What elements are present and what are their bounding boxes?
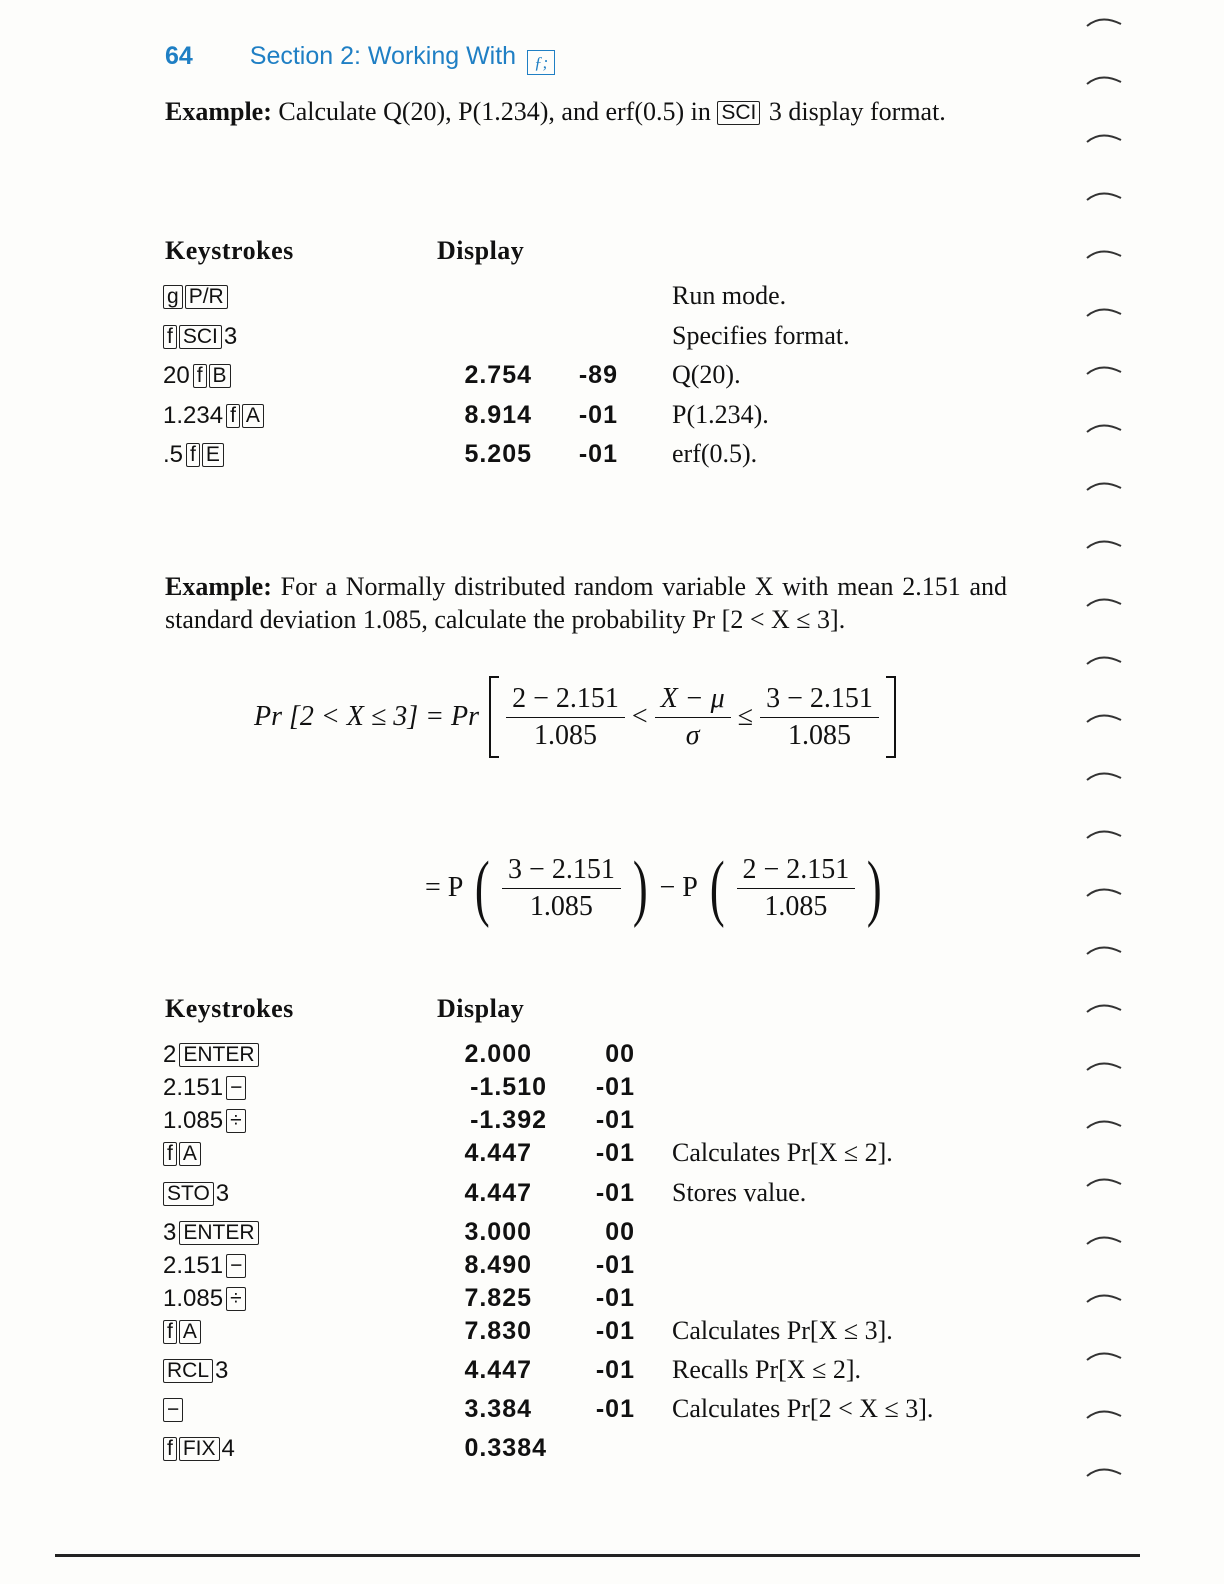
calculator-key: E: [202, 443, 224, 467]
keystroke-cell: [163, 1180, 229, 1208]
binding-coil: [1085, 1172, 1125, 1190]
keystroke-digit: 3: [223, 323, 238, 350]
binding-coil: [1085, 708, 1125, 726]
calculator-key: −: [226, 1076, 246, 1100]
calculator-key: A: [242, 404, 264, 428]
keystroke-number: 2.151: [163, 1252, 224, 1279]
keystroke-digit: 3: [215, 1357, 229, 1384]
keystroke-cell: [163, 1219, 261, 1247]
binding-coil: [1085, 1346, 1125, 1364]
keystroke-number: .5: [163, 441, 184, 468]
binding-coil: [1085, 1288, 1125, 1306]
binding-coil: [1085, 1404, 1125, 1422]
binding-coil: [1085, 650, 1125, 668]
calculator-key: SCI: [179, 325, 222, 349]
calculator-key: A: [179, 1142, 201, 1166]
calculator-key: ÷: [226, 1287, 246, 1311]
sci-key: SCI: [717, 101, 760, 125]
display-mantissa: 4.447: [464, 1356, 532, 1384]
keystroke-number: 1.085: [163, 1107, 224, 1134]
keystroke-number: 3: [163, 1219, 177, 1246]
display-exponent: -01: [595, 1179, 635, 1207]
keystroke-cell: [163, 1435, 235, 1463]
eq2-left-paren-2: (: [709, 847, 725, 929]
display-mantissa: 3.000: [464, 1218, 532, 1246]
row-comment: erf(0.5).: [672, 439, 758, 468]
keystroke-number: 1.085: [163, 1285, 224, 1312]
eq2-prefix: = P: [425, 872, 464, 903]
eq1-fraction-3: $\frac{3 - 2.151}{1.085}$: [760, 681, 879, 754]
calculator-key: ÷: [226, 1109, 246, 1133]
eq2-left-paren-1: (: [475, 847, 491, 929]
display-exponent: -01: [595, 1073, 635, 1101]
example2-label: Example:: [165, 572, 272, 601]
row-comment: Stores value.: [672, 1178, 807, 1207]
binding-coil: [1085, 998, 1125, 1016]
calculator-key: −: [163, 1398, 183, 1422]
display-mantissa: 8.490: [464, 1251, 532, 1279]
keystroke-cell: [163, 283, 230, 311]
display-mantissa: 8.914: [464, 401, 532, 429]
calculator-key: STO: [163, 1182, 214, 1206]
page-number: 64: [165, 42, 193, 70]
binding-coil: [1085, 824, 1125, 842]
keystroke-cell: [163, 1140, 203, 1168]
table2-keystrokes-heading: Keystrokes: [165, 994, 294, 1023]
keystroke-cell: [163, 402, 266, 430]
eq1-left-bracket: [489, 676, 499, 758]
equation-1: [254, 676, 896, 758]
calculator-key: f: [193, 364, 207, 388]
display-mantissa: 0.3384: [464, 1434, 547, 1462]
binding-coil: [1085, 1056, 1125, 1074]
display-exponent: -89: [578, 361, 618, 389]
row-comment: Run mode.: [672, 281, 787, 310]
display-mantissa: 2.000: [464, 1040, 532, 1068]
eq1-lhs: Pr [2 < X ≤ 3] = Pr: [254, 701, 480, 732]
row-comment: Q(20).: [672, 360, 741, 389]
calculator-key: g: [163, 285, 183, 309]
calculator-key: ENTER: [179, 1221, 258, 1245]
eq2-right-paren-1: ): [632, 847, 648, 929]
display-exponent: 00: [605, 1040, 635, 1068]
eq1-fraction-1: $\frac{2 - 2.151}{1.085}$: [506, 681, 625, 754]
eq2-fraction-1: $\frac{3 - 2.151}{1.085}$: [502, 852, 621, 925]
example2-paragraph: [165, 570, 1007, 636]
example1-text-a: Calculate Q(20), P(1.234), and erf(0.5) in: [278, 97, 711, 126]
calculator-key: −: [226, 1254, 246, 1278]
table1-display-heading: Display: [437, 236, 525, 265]
binding-coil: [1085, 476, 1125, 494]
equation-2: [425, 848, 887, 928]
binding-coil: [1085, 1230, 1125, 1248]
display-exponent: 00: [605, 1218, 635, 1246]
row-comment: Specifies format.: [672, 321, 850, 350]
calculator-key: f: [226, 404, 240, 428]
display-exponent: -01: [595, 1251, 635, 1279]
binding-coil: [1085, 12, 1125, 30]
keystroke-cell: [163, 1252, 248, 1280]
binding-coil: [1085, 302, 1125, 320]
display-mantissa: 4.447: [464, 1179, 532, 1207]
row-comment: Recalls Pr[X ≤ 2].: [672, 1355, 862, 1384]
row-comment: P(1.234).: [672, 400, 769, 429]
display-mantissa: 5.205: [464, 440, 532, 468]
table2-display-heading: Display: [437, 994, 525, 1023]
eq2-fraction-2: $\frac{2 - 2.151}{1.085}$: [737, 852, 856, 925]
display-exponent: -01: [595, 1356, 635, 1384]
eq1-op1: <: [631, 701, 648, 732]
binding-coil: [1085, 592, 1125, 610]
calculator-key: ENTER: [179, 1043, 258, 1067]
row-comment: Calculates Pr[X ≤ 3].: [672, 1316, 893, 1345]
display-exponent: -01: [595, 1284, 635, 1312]
display-exponent: -01: [595, 1139, 635, 1167]
keystroke-cell: [163, 1357, 228, 1385]
keystroke-cell: [163, 1041, 261, 1069]
page-header: [165, 42, 555, 75]
display-mantissa: 7.830: [464, 1317, 532, 1345]
keystroke-number: 1.234: [163, 402, 224, 429]
section-title: Section 2: Working With: [249, 42, 517, 70]
calculator-key: P/R: [185, 285, 228, 309]
calculator-key: RCL: [163, 1359, 213, 1383]
example1-text-b: 3 display format.: [768, 97, 946, 126]
display-mantissa: 4.447: [464, 1139, 532, 1167]
display-mantissa: 7.825: [464, 1284, 532, 1312]
keystroke-cell: [163, 1396, 185, 1424]
display-exponent: -01: [578, 401, 618, 429]
binding-coil: [1085, 244, 1125, 262]
page-bottom-rule: [55, 1554, 1140, 1557]
display-mantissa: -1.392: [470, 1106, 547, 1134]
example1-paragraph: [165, 95, 1007, 128]
binding-coil: [1085, 70, 1125, 88]
eq1-op2: ≤: [737, 701, 754, 732]
calculator-key: f: [163, 1142, 177, 1166]
calculator-key: FIX: [179, 1437, 220, 1461]
table1-keystrokes-heading: Keystrokes: [165, 236, 294, 265]
binding-coil: [1085, 940, 1125, 958]
keystroke-cell: [163, 362, 233, 390]
keystroke-cell: [163, 1107, 248, 1135]
example1-label: Example:: [165, 97, 272, 126]
calculator-key: f: [163, 1437, 177, 1461]
keystroke-number: 2.151: [163, 1074, 224, 1101]
calculator-key: f: [186, 443, 200, 467]
keystroke-digit: 4: [221, 1435, 235, 1462]
binding-coil: [1085, 128, 1125, 146]
keystroke-cell: [163, 323, 237, 351]
row-comment: Calculates Pr[2 < X ≤ 3].: [672, 1394, 934, 1423]
keystroke-cell: [163, 441, 226, 469]
keystroke-number: 20: [163, 362, 190, 389]
binding-coil: [1085, 534, 1125, 552]
display-exponent: -01: [595, 1106, 635, 1134]
display-exponent: -01: [595, 1317, 635, 1345]
row-comment: Calculates Pr[X ≤ 2].: [672, 1138, 893, 1167]
calculator-key: f: [163, 325, 177, 349]
binding-coil: [1085, 766, 1125, 784]
eq2-right-paren-2: ): [867, 847, 883, 929]
display-mantissa: -1.510: [470, 1073, 547, 1101]
keystroke-cell: [163, 1318, 203, 1346]
binding-coil: [1085, 186, 1125, 204]
keystroke-cell: [163, 1285, 248, 1313]
example2-text: For a Normally distributed random variable X with mean 2.151 and standard deviation 1.085, calculate the probability Pr [2 < X ≤ 3].: [165, 572, 1008, 634]
calculator-key: B: [209, 364, 231, 388]
display-exponent: -01: [578, 440, 618, 468]
binding-coil: [1085, 1114, 1125, 1132]
keystroke-number: 2: [163, 1041, 177, 1068]
keystroke-digit: 3: [215, 1180, 230, 1207]
display-exponent: -01: [595, 1395, 635, 1423]
binding-coil: [1085, 882, 1125, 900]
keystroke-cell: [163, 1074, 248, 1102]
calculator-key: A: [179, 1320, 201, 1344]
binding-coil: [1085, 1462, 1125, 1480]
f-shift-key-symbol: ƒ;: [527, 50, 555, 75]
calculator-key: f: [163, 1320, 177, 1344]
display-mantissa: 3.384: [464, 1395, 532, 1423]
eq1-right-bracket: [886, 676, 896, 758]
binding-coil: [1085, 360, 1125, 378]
eq1-fraction-2: $\frac{X - \mu}{\sigma}$: [655, 681, 731, 754]
binding-coil: [1085, 418, 1125, 436]
display-mantissa: 2.754: [464, 361, 532, 389]
eq2-minus-p: − P: [659, 872, 698, 903]
